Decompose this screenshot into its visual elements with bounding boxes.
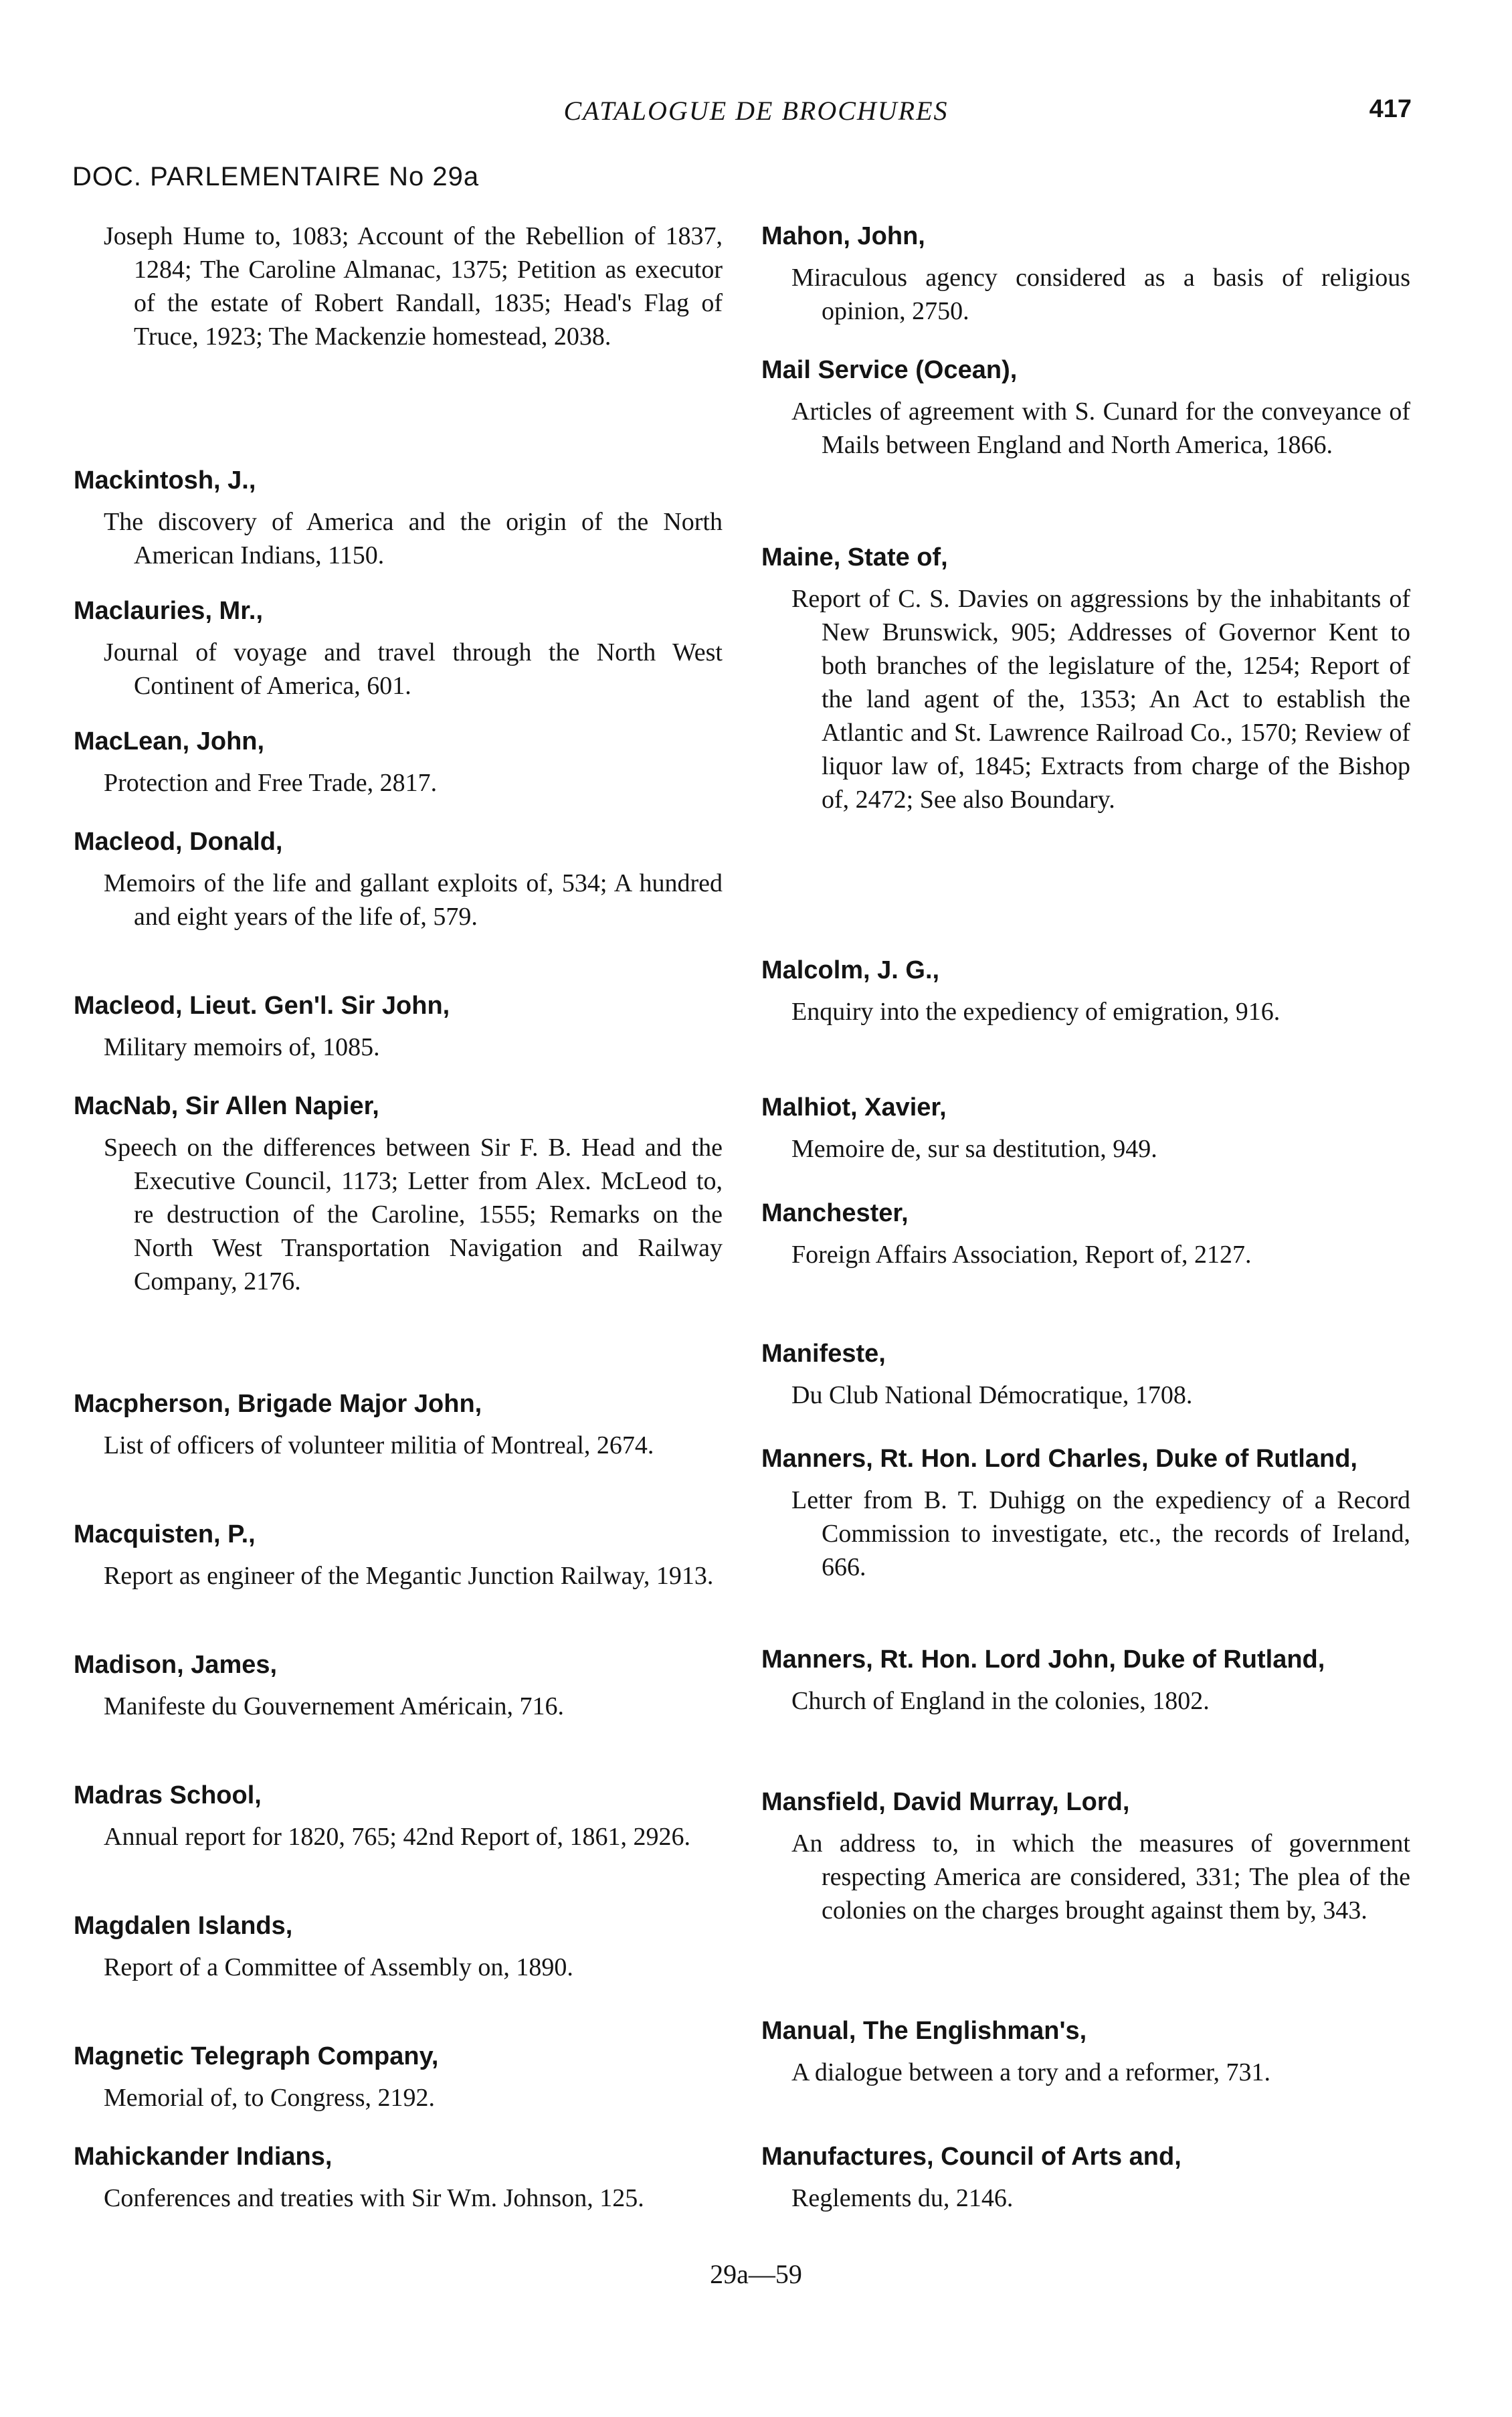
entry-heading: Macpherson, Brigade Major John,: [74, 1390, 482, 1418]
index-entry: [761, 541, 1410, 816]
index-entry: [761, 353, 1410, 462]
index-entry: [761, 2014, 1410, 2089]
entry-heading: Mansfield, David Murray, Lord,: [761, 1788, 1130, 1816]
index-entry: [74, 1909, 723, 1984]
entry-body: List of officers of volunteer militia of Montreal, 2674.: [104, 1431, 654, 1459]
entry-heading: Manners, Rt. Hon. Lord Charles, Duke of Rutland,: [761, 1445, 1357, 1473]
index-entry: [74, 2040, 723, 2115]
index-entry: [74, 594, 723, 703]
index-entry: [761, 1643, 1410, 1718]
index-entry: [74, 219, 723, 353]
entry-heading: Mackintosh, J.,: [74, 466, 256, 495]
entry-body: Report of a Committee of Assembly on, 1890.: [104, 1953, 573, 1981]
entry-body: Conferences and treaties with Sir Wm. Johnson, 125.: [104, 2184, 644, 2212]
index-entry: [761, 219, 1410, 328]
page-number: 417: [1369, 95, 1412, 123]
index-entry: [761, 1785, 1410, 1927]
entry-heading: MacLean, John,: [74, 727, 265, 755]
index-entry: [761, 1442, 1410, 1584]
entry-body: Miraculous agency considered as a basis of religious opinion, 2750.: [791, 264, 1410, 325]
entry-heading: Macleod, Donald,: [74, 828, 283, 856]
entry-heading: Macleod, Lieut. Gen'l. Sir John,: [74, 992, 450, 1020]
entry-body: Journal of voyage and travel through the North West Continent of America, 601.: [104, 638, 723, 700]
index-entry: [761, 1337, 1410, 1412]
entry-body: Memoirs of the life and gallant exploits of, 534; A hundred and eight years of the life of, 579.: [104, 869, 723, 931]
entry-body: Church of England in the colonies, 1802.: [791, 1687, 1210, 1715]
entry-heading: Mahickander Indians,: [74, 2143, 333, 2171]
index-entry: [74, 989, 723, 1064]
index-entry: [761, 954, 1410, 1028]
entry-heading: Madison, James,: [74, 1651, 278, 1679]
page-header: [0, 92, 1512, 132]
entry-body: Letter from B. T. Duhigg on the expediency of a Record Commission to investigate, etc., the records of Ireland, 666.: [791, 1486, 1410, 1581]
index-entry: [74, 1387, 723, 1462]
entry-body: Foreign Affairs Association, Report of, 2127.: [791, 1241, 1252, 1269]
index-entry: [74, 1648, 723, 1723]
entry-body: Annual report for 1820, 765; 42nd Report of, 1861, 2926.: [104, 1823, 691, 1851]
page-footer: 29a—59: [710, 2259, 802, 2289]
entry-body: An address to, in which the measures of government respecting America are considered, 331; The plea of the colonies on the charges brought against them by, 343.: [791, 1829, 1410, 1924]
index-entry: [74, 464, 723, 572]
section-label: DOC. PARLEMENTAIRE No 29a: [72, 162, 480, 191]
running-title: CATALOGUE DE BROCHURES: [563, 96, 949, 126]
entry-body: Du Club National Démocratique, 1708.: [791, 1381, 1193, 1409]
entry-heading: Mahon, John,: [761, 222, 925, 250]
entry-heading: Manual, The Englishman's,: [761, 2017, 1087, 2045]
entry-heading: Magnetic Telegraph Company,: [74, 2042, 439, 2070]
index-entry: [74, 825, 723, 933]
entry-heading: Malcolm, J. G.,: [761, 956, 940, 984]
entry-heading: Magdalen Islands,: [74, 1912, 293, 1940]
index-entry: [74, 1779, 723, 1854]
index-entry: [761, 2140, 1410, 2215]
entry-heading: Manners, Rt. Hon. Lord John, Duke of Rutland,: [761, 1645, 1325, 1674]
entry-heading: Maine, State of,: [761, 543, 948, 571]
entry-body: The discovery of America and the origin of the North American Indians, 1150.: [104, 508, 723, 569]
entry-body: Memoire de, sur sa destitution, 949.: [791, 1135, 1157, 1163]
entry-heading: Mail Service (Ocean),: [761, 356, 1018, 384]
entry-body: Enquiry into the expediency of emigration, 916.: [791, 998, 1281, 1026]
entry-body: Protection and Free Trade, 2817.: [104, 769, 438, 797]
entry-heading: Madras School,: [74, 1781, 262, 1809]
entry-body: Memorial of, to Congress, 2192.: [104, 2084, 436, 2112]
index-entry: [74, 2140, 723, 2215]
index-entry: [74, 725, 723, 800]
entry-body: Articles of agreement with S. Cunard for the conveyance of Mails between England and North America, 1866.: [791, 397, 1410, 459]
entry-heading: Manchester,: [761, 1199, 909, 1227]
index-entry: [761, 1091, 1410, 1166]
entry-heading: MacNab, Sir Allen Napier,: [74, 1092, 379, 1120]
entry-body: Military memoirs of, 1085.: [104, 1033, 380, 1061]
index-entry: [74, 1518, 723, 1593]
index-entry: [74, 1089, 723, 1298]
entry-heading: Manifeste,: [761, 1340, 886, 1368]
entry-heading: Manufactures, Council of Arts and,: [761, 2143, 1182, 2171]
entry-body: Report of C. S. Davies on aggressions by the inhabitants of New Brunswick, 905; Addresses of Governor Kent to both branches of the legislature of the, 1254; Report of the land agent of the, 1353; An Act to establish the Atlantic and St. Lawrence Railroad Co., 1570; Review of liquor law of, 1845; Extracts from charge of the Bishop of, 2472; See also Boundary.: [791, 585, 1410, 814]
entry-heading: Macquisten, P.,: [74, 1520, 256, 1548]
entry-heading: Malhiot, Xavier,: [761, 1093, 947, 1122]
entry-body: Report as engineer of the Megantic Junction Railway, 1913.: [104, 1562, 714, 1590]
entry-body: Manifeste du Gouvernement Américain, 716.: [104, 1692, 565, 1720]
entry-heading: Maclauries, Mr.,: [74, 597, 264, 625]
entry-body: Joseph Hume to, 1083; Account of the Rebellion of 1837, 1284; The Caroline Almanac, 1375; Petition as executor of the estate of Robert Randall, 1835; Head's Flag of Truce, 1923; The Mackenzie homestead, 2038.: [104, 222, 723, 351]
entry-body: A dialogue between a tory and a reformer, 731.: [791, 2058, 1270, 2086]
entry-body: Speech on the differences between Sir F. B. Head and the Executive Council, 1173; Letter from Alex. McLeod to, re destruction of the Caroline, 1555; Remarks on the North West Transportation Navigation and Railway Company, 2176.: [104, 1134, 723, 1295]
entry-body: Reglements du, 2146.: [791, 2184, 1014, 2212]
index-entry: [761, 1196, 1410, 1271]
